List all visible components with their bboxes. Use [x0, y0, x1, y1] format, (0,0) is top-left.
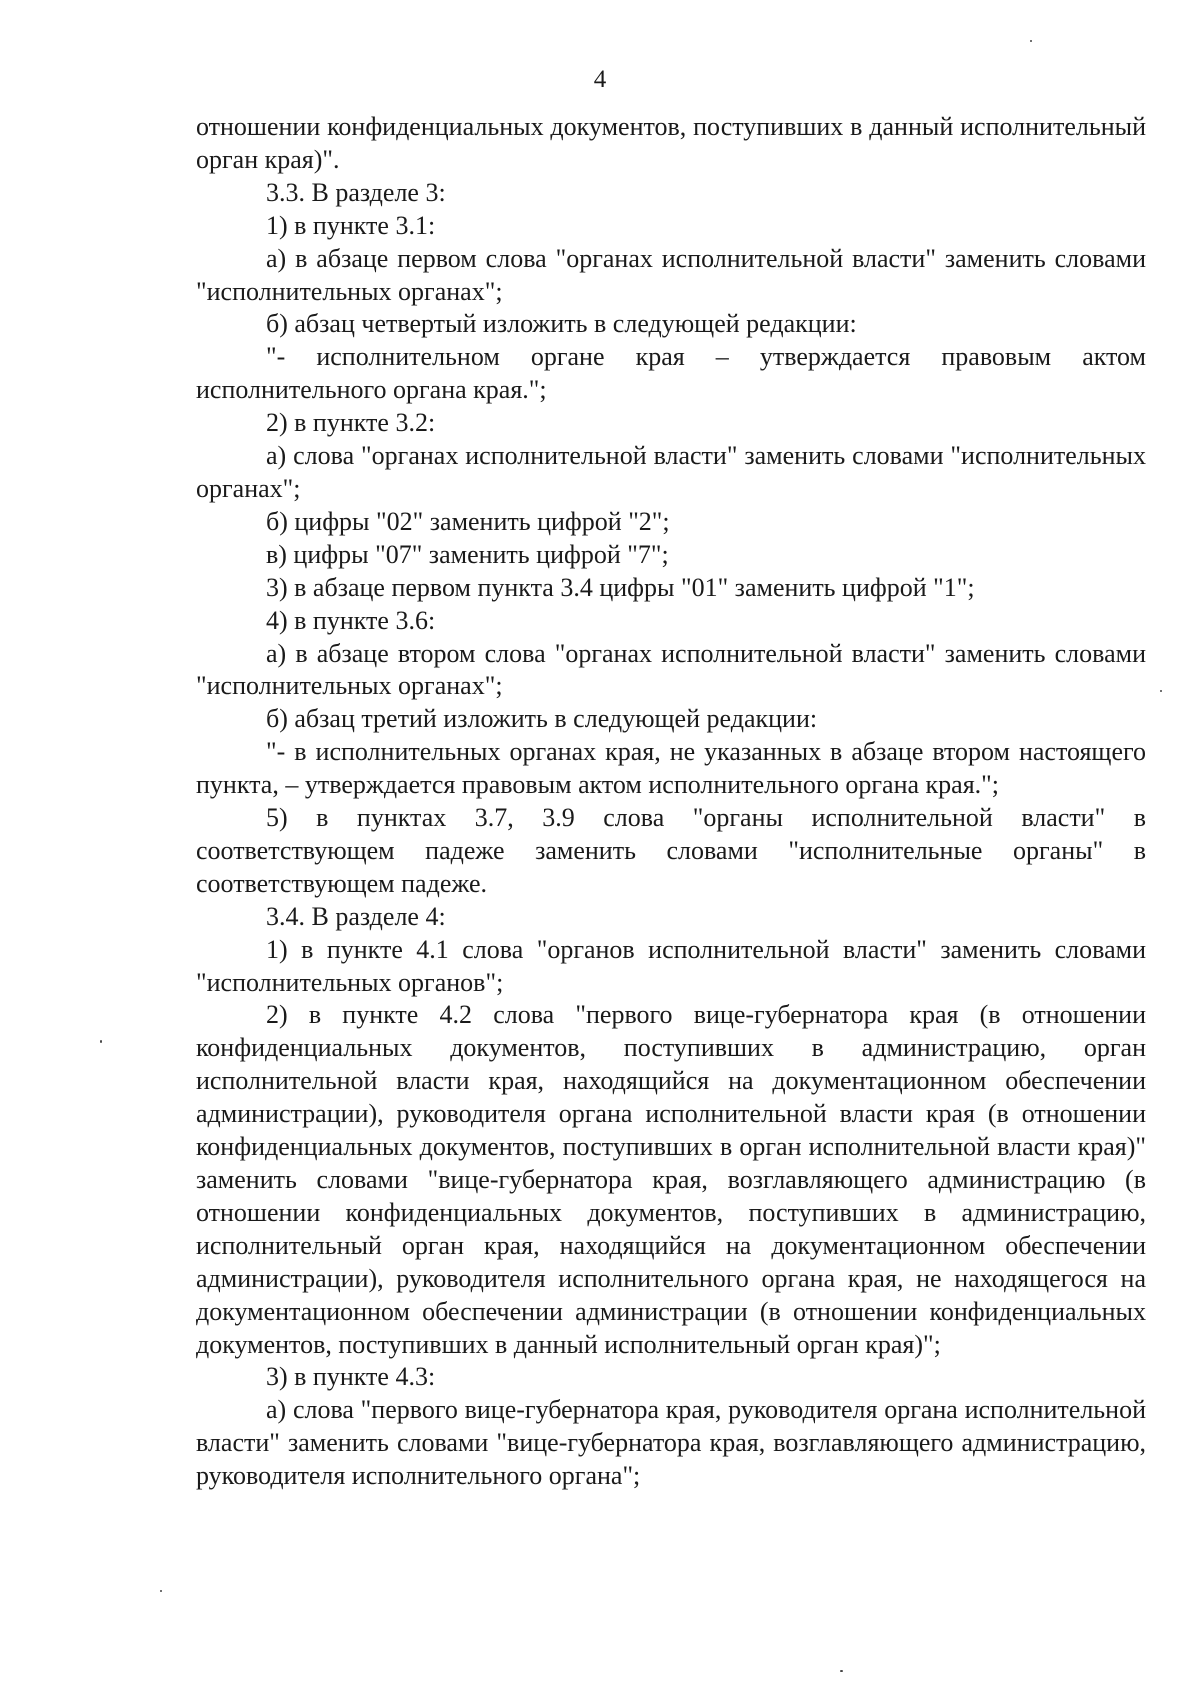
- page-number: 4: [593, 66, 607, 93]
- scan-speck: [100, 1040, 102, 1043]
- paragraph: "- в исполнительных органах края, не указанных в абзаце втором настоящего пункта, – утверждается правовым актом исполнительного органа края.";: [196, 737, 1146, 800]
- paragraph: 3.3. В разделе 3:: [266, 177, 446, 207]
- scan-speck: [1030, 40, 1032, 42]
- paragraph: 3) в пункте 4.3:: [266, 1362, 436, 1392]
- paragraph: б) цифры "02" заменить цифрой "2";: [266, 506, 670, 536]
- paragraph: в) цифры "07" заменить цифрой "7";: [266, 539, 669, 569]
- paragraph: 2) в пункте 4.2 слова "первого вице-губернатора края (в отношении конфиденциальных документов, поступивших в администрацию, орган исполнительной власти края, находящийся на документационном обеспечении администрации), руководителя органа исполнительной власти края (в отношении конфиденциальных документов, поступивших в орган исполнительной власти края)" заменить словами "вице-губернатора края, возглавляющего администрацию (в отношении конфиденциальных документов, поступивших в администрацию, исполнительный орган края, находящийся на документационном обеспечении администрации), руководителя исполнительного органа края, не находящегося на документационном обеспечении администрации (в отношении конфиденциальных документов, поступивших в данный исполнительный орган края)";: [196, 1000, 1146, 1359]
- paragraph: б) абзац третий изложить в следующей редакции:: [266, 704, 818, 734]
- paragraph: 4) в пункте 3.6:: [266, 605, 436, 635]
- paragraph: 2) в пункте 3.2:: [266, 408, 436, 438]
- paragraph: 5) в пунктах 3.7, 3.9 слова "органы исполнительной власти" в соответствующем падеже заменить словами "исполнительные органы" в соответствующем падеже.: [196, 803, 1146, 898]
- paragraph: "- исполнительном органе края – утверждается правовым актом исполнительного органа края.";: [196, 342, 1146, 405]
- scan-speck: [160, 1590, 162, 1592]
- document-body: [196, 111, 1146, 1493]
- paragraph: а) слова "первого вице-губернатора края, руководителя органа исполнительной власти" заменить словами "вице-губернатора края, возглавляющего администрацию, руководителя исполнительного органа";: [196, 1395, 1146, 1491]
- paragraph: 1) в пункте 4.1 слова "органов исполнительной власти" заменить словами "исполнительных органов";: [196, 934, 1146, 997]
- paragraph: а) слова "органах исполнительной власти" заменить словами "исполнительных органах";: [196, 441, 1146, 503]
- paragraph: отношении конфиденциальных документов, поступивших в данный исполнительный орган края)".: [196, 112, 1146, 174]
- paragraph: 3.4. В разделе 4:: [266, 901, 446, 931]
- scan-speck: [1160, 690, 1162, 692]
- paragraph: 1) в пункте 3.1:: [266, 210, 436, 240]
- scan-speck: [840, 1670, 843, 1672]
- paragraph: 3) в абзаце первом пункта 3.4 цифры "01" заменить цифрой "1";: [266, 572, 975, 602]
- paragraph: а) в абзаце первом слова "органах исполнительной власти" заменить словами "исполнительных органах";: [196, 243, 1146, 306]
- paragraph: б) абзац четвертый изложить в следующей редакции:: [266, 309, 857, 339]
- paragraph: а) в абзаце втором слова "органах исполнительной власти" заменить словами "исполнительных органах";: [196, 638, 1146, 701]
